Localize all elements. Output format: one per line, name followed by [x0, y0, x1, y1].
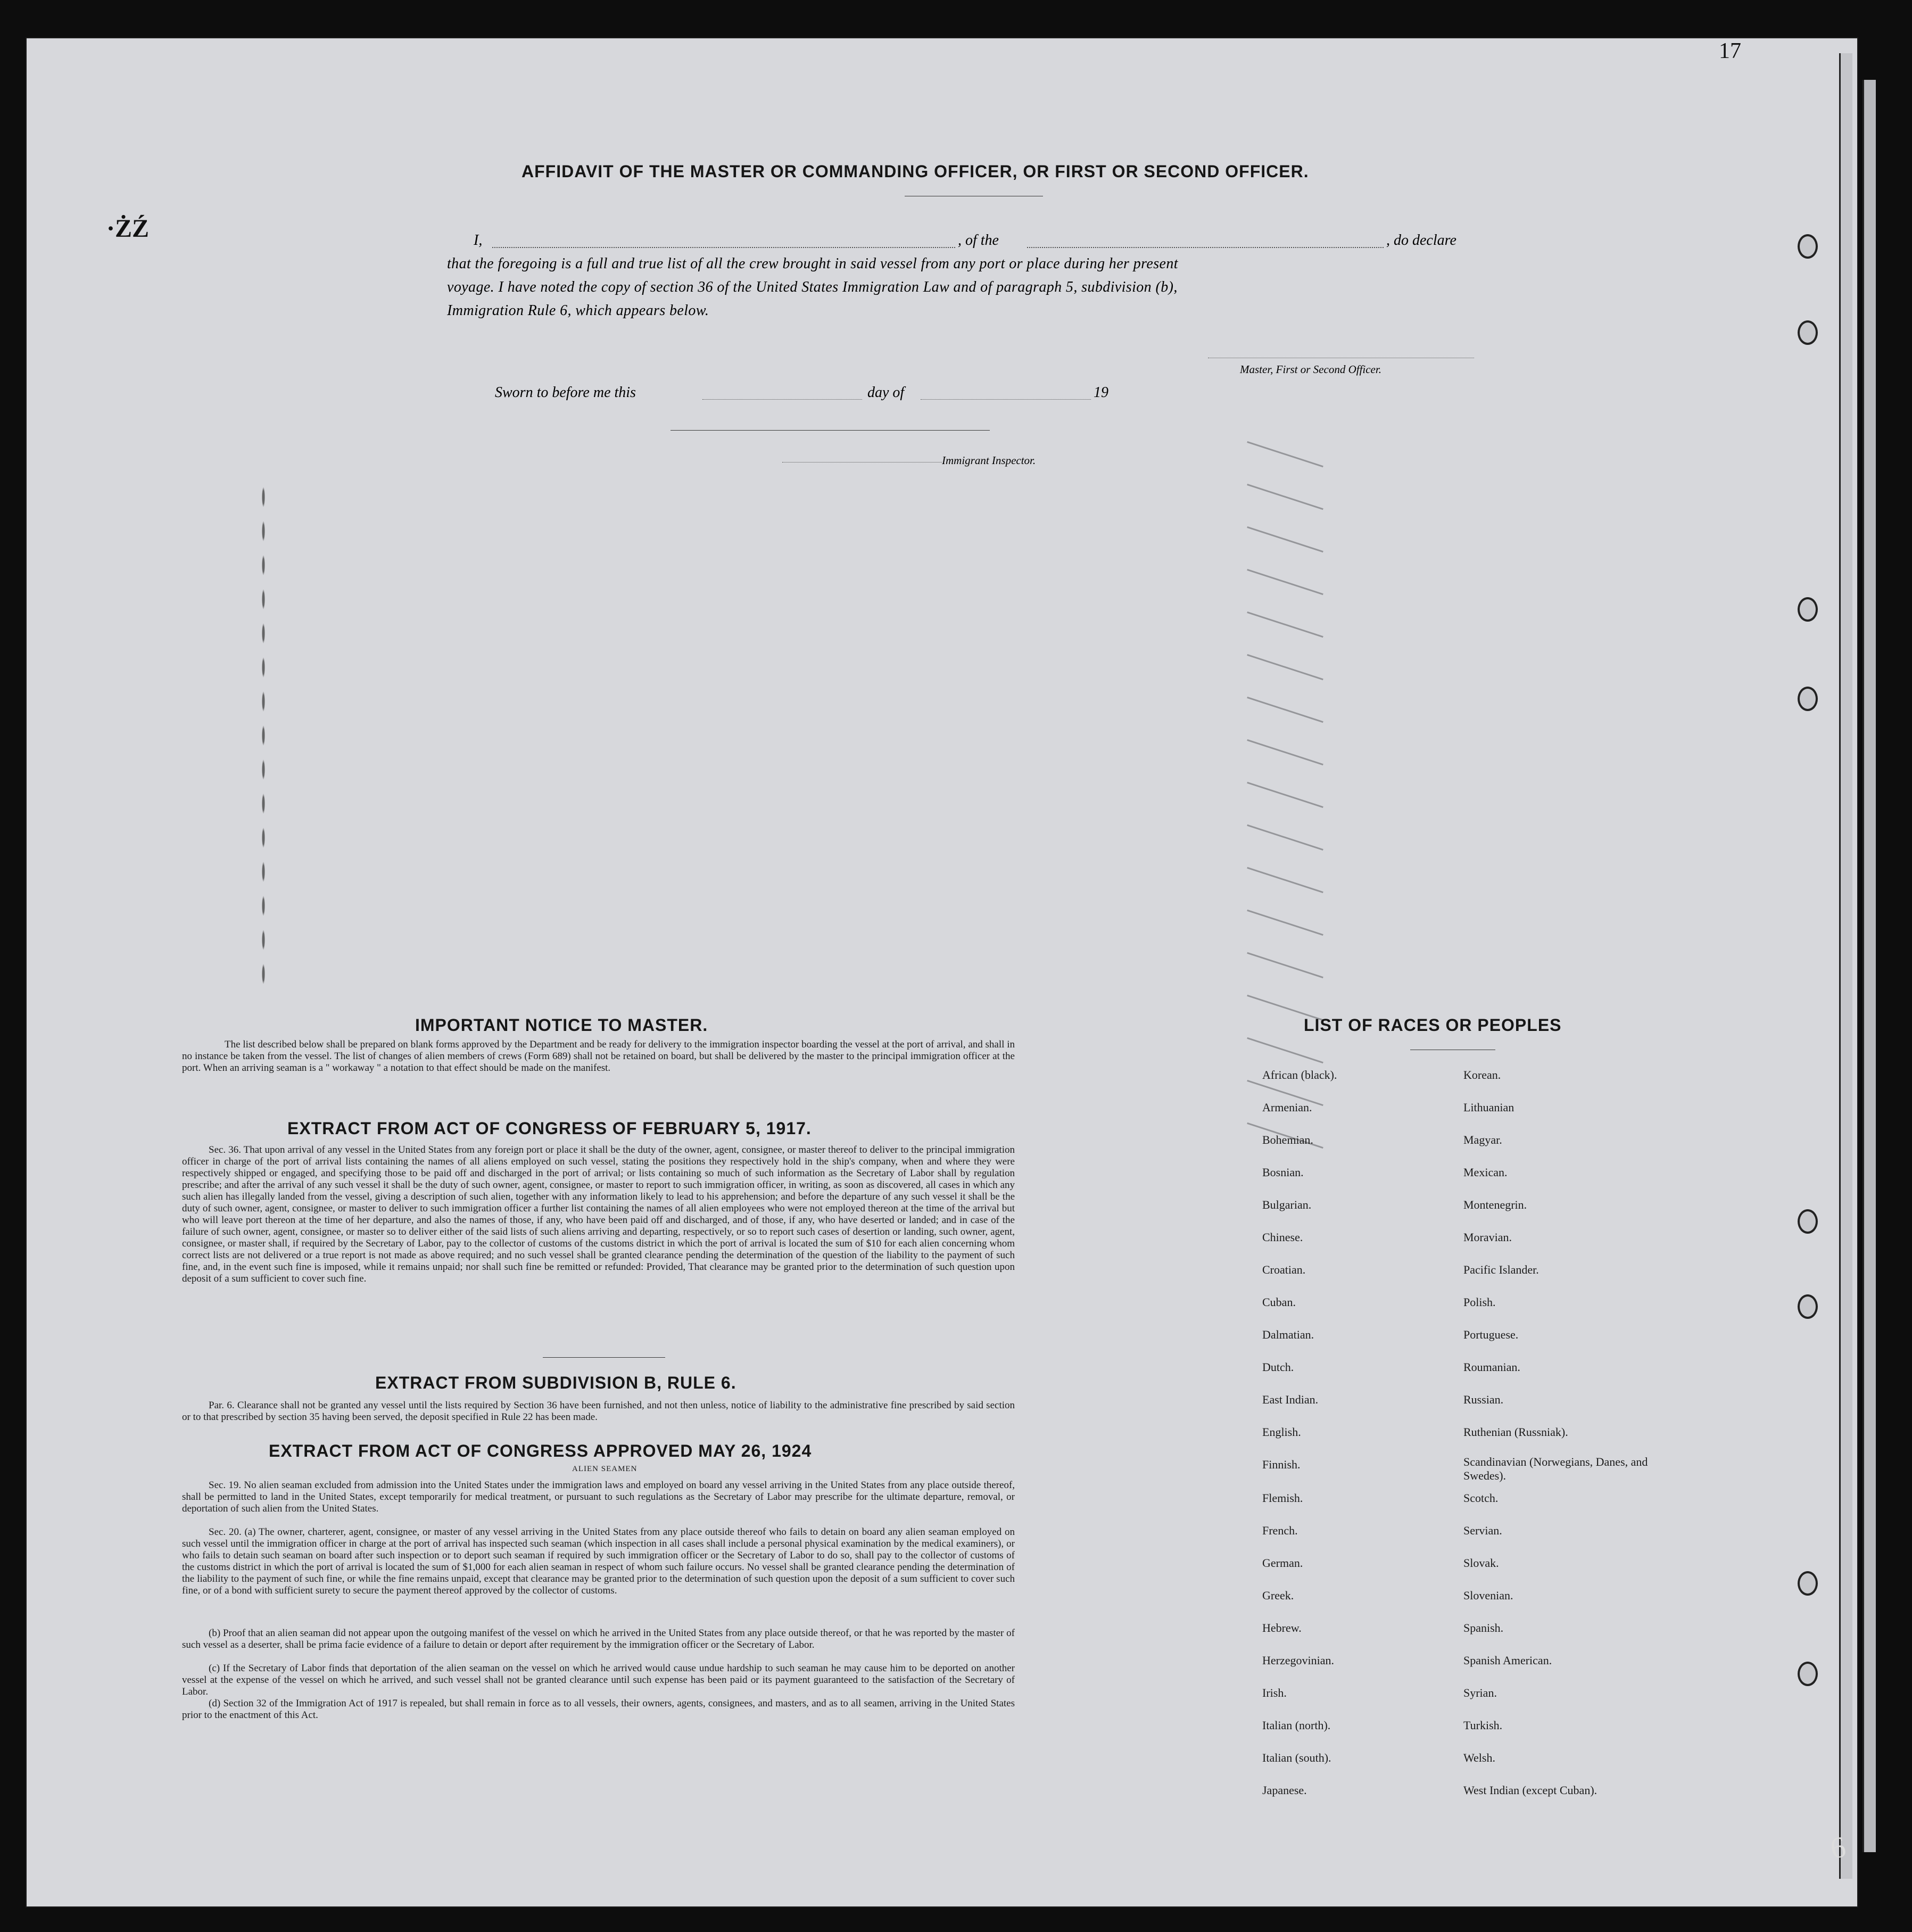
race-item: Syrian. [1463, 1686, 1497, 1699]
race-item: Scandinavian (Norwegians, Danes, and Swedes). [1463, 1455, 1648, 1482]
race-item: German. [1262, 1556, 1303, 1570]
race-item: Flemish. [1262, 1491, 1303, 1505]
extract-1917-text: Sec. 36. That upon arrival of any vessel in the United States from any foreign port or place it shall be the duty of the owner, agent, consignee, or master thereof to deliver to the principal immigration officer in charge of the port of arrival lists containing the names of all aliens employed on such vessel, stating the positions they respectively hold in the ship's company, when and where they were respectively shipped or engaged, and specifying those to be paid off and discharged in the port of arrival; or lists containing so much of such information as the Secretary of Labor shall by regulation prescribe; and after the arrival of any such vessel it shall be the duty of such owner, agent, consignee, or master to report to such immigration officer, in writing, as soon as discovered, all cases in which any such alien has illegally landed from the vessel, giving a description of such alien, together with any information likely to lead to his apprehension; and before the departure of any such vessel it shall be the duty of such owner, agent, consignee, or master to deliver to such immigration officer a further list containing the names of all alien employees who were not employed thereon at the time of the arrival but who will leave port thereon at the time of her departure, and also the names of those, if any, who have been paid off and discharged, and of those, if any, who have deserted or landed; and in case of the failure of such owner, agent, consignee, or master so to deliver either of the said lists of such aliens arriving and departing, respectively, or so to report such cases of desertion or landing, such owner, agent, consignee, or master shall, if required by the Secretary of Labor, pay to the collector of customs of the customs district in which the port of arrival is located the sum of $10 for each alien concerning whom correct lists are not delivered or a true report is not made as above required; and no such vessel shall be granted clearance pending the determination of the question of the liability to the payment of such fine, and, in the event such fine is imposed, while it remains unpaid; nor shall such fine be remitted or refunded: Provided, That clearance may be granted prior to the determination of such question upon deposit of a sum sufficient to cover such fine. [182, 1144, 1015, 1284]
race-item: Dalmatian. [1262, 1328, 1314, 1341]
extract-1924-sec19: Sec. 19. No alien seaman excluded from admission into the United States under the immigration laws and employed on board any vessel arriving in the United States from any place outside thereof, shall be permitted to land in the United States, except temporarily for medical treatment, or pursuant to such regulations as the Secretary of Labor may prescribe for the ultimate departure, removal, or deportation of such alien from the United States. [182, 1480, 1015, 1514]
vessel-blank [1027, 247, 1384, 248]
master-signature-label: Master, First or Second Officer. [1240, 363, 1381, 376]
race-item: Italian (south). [1262, 1751, 1331, 1764]
race-item: Armenian. [1262, 1101, 1312, 1114]
race-item: Finnish. [1262, 1458, 1301, 1471]
sworn-day-blank [702, 399, 862, 400]
rule6-text: Par. 6. Clearance shall not be granted any vessel until the lists required by Section 36 have been furnished, and not then unless, notice of liability to the administrative fine prescribed by said section or to that prescribed by section 35 having been served, the deposit specified in Rule 22 has been made. [182, 1400, 1015, 1423]
page-edge [1863, 80, 1876, 1852]
race-item: Portuguese. [1463, 1328, 1519, 1341]
notice-text: The list described below shall be prepared on blank forms approved by the Department and be ready for delivery to the immigration inspector boarding the vessel at the port of arrival, and shall in no instance be taken from the vessel. The list of changes of alien members of crews (Form 689) shall not be retained on board, but shall be delivered by the master to the principal immigration officer at the port. When an arriving seaman is a " workaway " a notation to that effect should be made on the manifest. [182, 1039, 1015, 1074]
race-item: Turkish. [1463, 1719, 1503, 1732]
year-prefix: 19 [1094, 384, 1108, 401]
race-item: Mexican. [1463, 1166, 1508, 1179]
name-blank [492, 247, 955, 248]
binder-hole [1798, 1571, 1818, 1596]
race-item: African (black). [1262, 1068, 1337, 1081]
affidavit-of-the: , of the [958, 232, 999, 249]
binder-hole [1798, 1209, 1818, 1234]
affidavit-do-declare: , do declare [1386, 232, 1456, 249]
races-title: LIST OF RACES OR PEOPLES [1304, 1015, 1562, 1035]
day-of-label: day of [867, 384, 905, 401]
race-item: Bulgarian. [1262, 1198, 1312, 1211]
inspector-label: Immigrant Inspector. [942, 454, 1036, 467]
affidavit-i-label: I, [474, 232, 483, 249]
binder-hole [1798, 1662, 1818, 1686]
binder-hole [1798, 320, 1818, 345]
race-item: French. [1262, 1524, 1298, 1537]
race-item: Pacific Islander. [1463, 1263, 1539, 1276]
race-item: West Indian (except Cuban). [1463, 1784, 1598, 1797]
document-page [27, 38, 1857, 1906]
race-item: Magyar. [1463, 1133, 1502, 1146]
race-item: Bosnian. [1262, 1166, 1304, 1179]
race-item: Slovenian. [1463, 1589, 1513, 1602]
race-item: Lithuanian [1463, 1101, 1514, 1114]
extract-1924-sec20d: (d) Section 32 of the Immigration Act of 1917 is repealed, but shall remain in force as to all vessels, their owners, agents, consignees, and masters, and as to all seamen, arriving in the United States prior to the enactment of this Act. [182, 1698, 1015, 1721]
race-item: Croatian. [1262, 1263, 1306, 1276]
race-item: Spanish American. [1463, 1654, 1552, 1667]
race-item: Cuban. [1262, 1295, 1296, 1309]
margin-mark-top-left: ·ŻŹ [106, 214, 150, 243]
race-item: Herzegovinian. [1262, 1654, 1334, 1667]
extract-1924-title: EXTRACT FROM ACT OF CONGRESS APPROVED MAY 26, 1924 [269, 1441, 812, 1460]
race-item: Irish. [1262, 1686, 1287, 1699]
extract-1924-sec20b: (b) Proof that an alien seaman did not appear upon the outgoing manifest of the vessel on which he arrived in the United States from any place outside thereof, or that he was reported by the master of such vessel as a deserter, shall be prima facie evidence of a failure to detain or deport after requirement by the immigration officer or the Secretary of Labor. [182, 1628, 1015, 1650]
extract-1917-title: EXTRACT FROM ACT OF CONGRESS OF FEBRUARY 5, 1917. [287, 1119, 812, 1138]
race-item: Spanish. [1463, 1621, 1504, 1634]
rule6-overline [543, 1357, 665, 1358]
extract-1924-sec20a: Sec. 20. (a) The owner, charterer, agent, consignee, or master of any vessel arriving in the United States from any place outside thereof who fails to detain on board any alien seaman employed on such vessel until the immigration officer in charge at the port of arrival has inspected such seaman (which inspection in all cases shall include a personal physical examination by the medical examiners), or who fails to detain such seaman on board after such inspection or to deport such seaman if required by such immigration officer or the Secretary of Labor to do so, shall pay to the collector of customs of the customs district in which the port of arrival is located the sum of $1,000 for each alien seaman in respect of whom such failure occurs. No vessel shall be granted clearance pending the determination of the liability to the payment of such fine, or while the fine remains unpaid, except that clearance may be granted prior to the determination of such question upon the deposit of a sum sufficient to cover such fine, or of a bond with sufficient surety to secure the payment thereof approved by the collector of customs. [182, 1526, 1015, 1596]
race-item: Greek. [1262, 1589, 1294, 1602]
binder-hole [1798, 234, 1818, 259]
binder-hole [1798, 1294, 1818, 1319]
race-item: East Indian. [1262, 1393, 1319, 1406]
race-item: Ruthenian (Russniak). [1463, 1425, 1568, 1439]
race-item: Italian (north). [1262, 1719, 1331, 1732]
race-item: Bohemian. [1262, 1133, 1313, 1146]
extract-1924-subtitle: ALIEN SEAMEN [572, 1465, 638, 1473]
sworn-label: Sworn to before me this [495, 384, 636, 401]
race-item: English. [1262, 1425, 1301, 1439]
race-item: Dutch. [1262, 1360, 1294, 1374]
row-dots [261, 480, 266, 991]
extract-1924-sec20c: (c) If the Secretary of Labor finds that deportation of the alien seaman on the vessel on which he arrived would cause undue hardship to such seaman he may cause him to be deported on another vessel at the expense of the vessel on which he arrived, and such vessel shall not be granted clearance until such expense has been paid or its payment guaranteed to the satisfaction of the Secretary of Labor. [182, 1663, 1015, 1697]
race-item: Servian. [1463, 1524, 1502, 1537]
race-item: Roumanian. [1463, 1360, 1520, 1374]
binder-hole [1798, 687, 1818, 711]
race-item: Russian. [1463, 1393, 1504, 1406]
affidavit-text-line2: voyage. I have noted the copy of section 36 of the United States Immigration Law and of paragraph 5, subdivision (b), [447, 279, 1178, 295]
race-item: Chinese. [1262, 1231, 1303, 1244]
affidavit-text-line3: Immigration Rule 6, which appears below. [447, 302, 709, 319]
race-item: Japanese. [1262, 1784, 1307, 1797]
sworn-month-blank [921, 399, 1091, 400]
race-item: Polish. [1463, 1295, 1496, 1309]
margin-mark-bottom-right: 6 [1827, 1830, 1849, 1865]
notice-title: IMPORTANT NOTICE TO MASTER. [415, 1015, 708, 1035]
affidavit-title: AFFIDAVIT OF THE MASTER OR COMMANDING OFFICER, OR FIRST OR SECOND OFFICER. [522, 162, 1309, 181]
rule6-title: EXTRACT FROM SUBDIVISION B, RULE 6. [375, 1373, 736, 1392]
race-item: Hebrew. [1262, 1621, 1302, 1634]
race-item: Slovak. [1463, 1556, 1499, 1570]
page-edge [1839, 53, 1852, 1879]
race-item: Montenegrin. [1463, 1198, 1527, 1211]
race-item: Scotch. [1463, 1491, 1499, 1505]
race-item: Moravian. [1463, 1231, 1512, 1244]
margin-mark-top-right: 17 [1719, 39, 1741, 63]
binder-hole [1798, 597, 1818, 622]
inspector-upper-line [671, 430, 990, 431]
race-item: Korean. [1463, 1068, 1501, 1081]
inspector-signature-line [782, 462, 942, 463]
affidavit-text-line1: that the foregoing is a full and true list of all the crew brought in said vessel from any port or place during her present [447, 255, 1178, 272]
race-item: Welsh. [1463, 1751, 1495, 1764]
